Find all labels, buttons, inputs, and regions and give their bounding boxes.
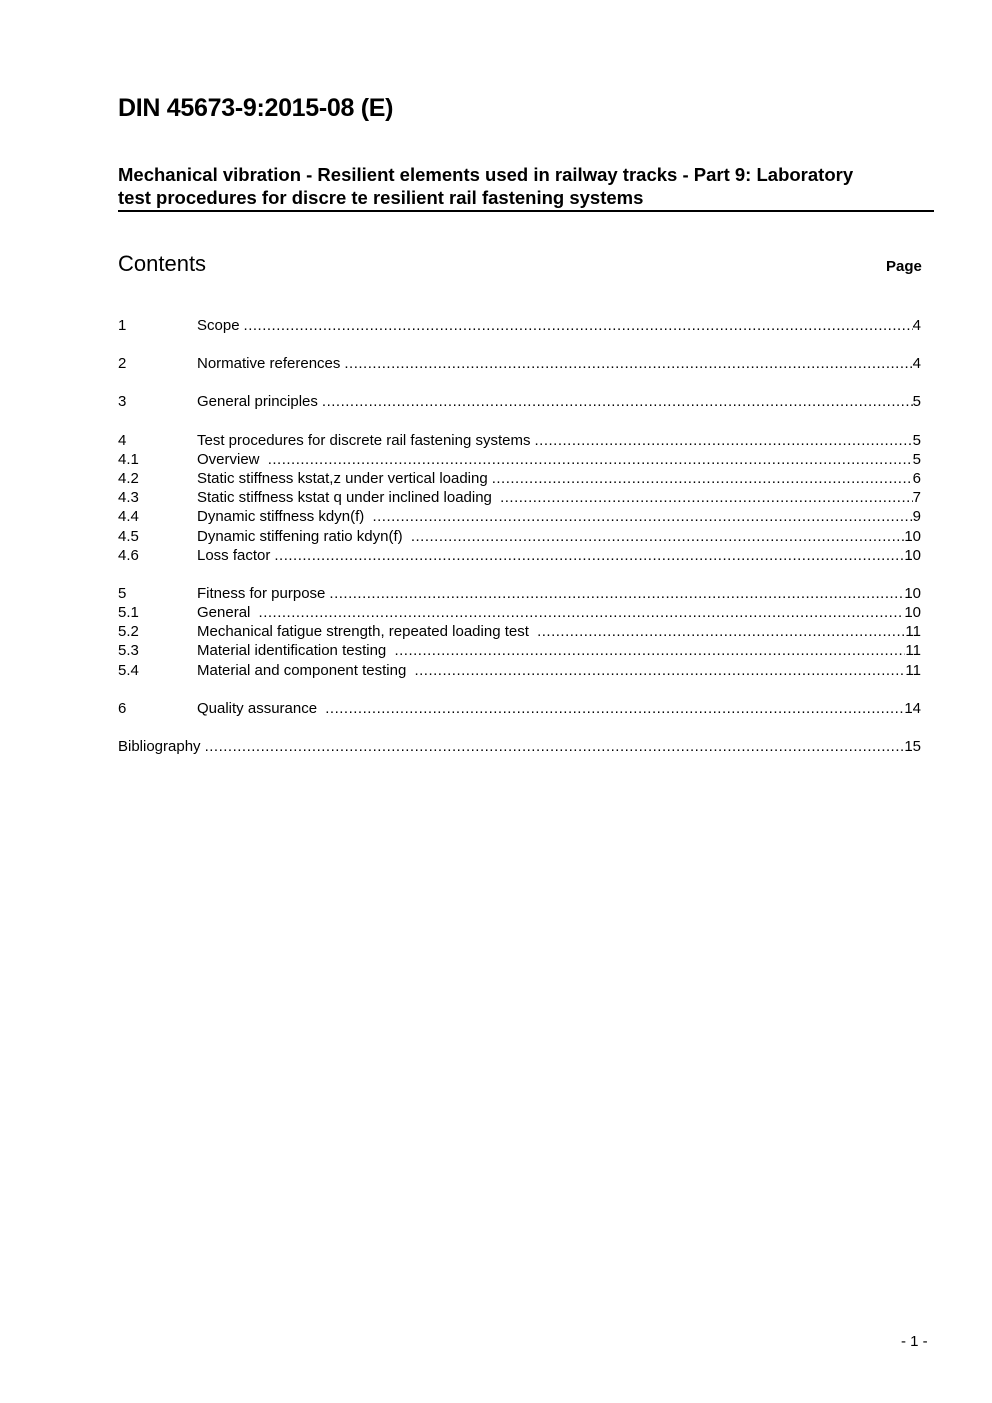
toc-entry-number: 4.2 — [118, 469, 139, 487]
toc-entry-number: 5 — [118, 584, 127, 602]
toc-entry-page: 11 — [905, 623, 921, 641]
toc-entry[interactable] — [118, 354, 921, 373]
toc-entry[interactable] — [118, 622, 921, 641]
toc-entry-title: Dynamic stiffening ratio kdyn(f) — [197, 527, 407, 545]
toc-entry-title: Mechanical fatigue strength, repeated loading test — [197, 623, 534, 641]
toc-leader-dots — [534, 431, 912, 450]
toc-entry-number: 3 — [118, 393, 127, 411]
subtitle-rule — [118, 210, 934, 212]
toc-entry[interactable] — [118, 737, 921, 756]
subtitle-line-1: Mechanical vibration - Resilient elements used in railway tracks - Part 9: Laboratory — [118, 164, 854, 185]
subtitle-line-2: test procedures for discre te resilient rail fastening systems — [118, 187, 644, 208]
toc-leader-dots — [259, 603, 905, 622]
toc-leader-dots — [537, 622, 905, 641]
toc-entry-number: 5.1 — [118, 604, 139, 622]
toc-entry-page: 10 — [904, 584, 921, 602]
toc-leader-dots — [329, 584, 904, 603]
toc-entry-number: 1 — [118, 317, 127, 334]
toc-entry-title: General principles — [197, 393, 318, 411]
toc-entry-page: 14 — [904, 699, 921, 717]
toc-entry[interactable] — [118, 603, 921, 622]
toc-entry-title: Material identification testing — [197, 642, 391, 660]
toc-entry-title: General — [197, 604, 255, 622]
toc-entry-title: Loss factor — [197, 546, 271, 564]
toc-entry-number: 5.4 — [118, 661, 139, 679]
toc-entry[interactable] — [118, 316, 921, 335]
page-number: - 1 - — [901, 1333, 928, 1350]
toc-entry-page: 9 — [912, 508, 921, 526]
toc-entry-number: 4.6 — [118, 546, 139, 564]
toc-entry[interactable] — [118, 527, 921, 546]
document-id: DIN 45673-9:2015-08 (E) — [118, 94, 394, 122]
toc-entry-title: Dynamic stiffness kdyn(f) — [197, 508, 369, 526]
toc-leader-dots — [205, 737, 905, 756]
toc-entry-title: Normative references — [197, 355, 341, 373]
toc-entry-page: 15 — [904, 738, 921, 755]
toc-leader-dots — [394, 641, 905, 660]
toc-entry-number: 5.3 — [118, 642, 139, 660]
toc-leader-dots — [274, 546, 904, 565]
toc-entry-title: Test procedures for discrete rail fastening systems — [197, 431, 531, 449]
toc-leader-dots — [244, 316, 913, 335]
toc-entry-page: 4 — [912, 317, 921, 334]
toc-entry-title: Fitness for purpose — [197, 584, 326, 602]
toc-entry[interactable] — [118, 469, 921, 488]
toc-entry-page: 10 — [904, 604, 921, 622]
toc-entry-page: 11 — [905, 661, 921, 679]
toc-entry[interactable] — [118, 584, 921, 603]
toc-leader-dots — [322, 392, 913, 411]
toc-entry-number: 4.3 — [118, 489, 139, 507]
toc-entry-title: Material and component testing — [197, 661, 411, 679]
toc-entry-number: 4 — [118, 431, 127, 449]
toc-leader-dots — [344, 354, 912, 373]
toc-entry[interactable] — [118, 699, 921, 718]
toc-leader-dots — [268, 450, 913, 469]
toc-entry-page: 10 — [904, 546, 921, 564]
contents-heading: Contents — [118, 251, 207, 276]
toc-entry-number: 4.1 — [118, 450, 139, 468]
toc-entry-page: 10 — [904, 527, 921, 545]
table-of-contents — [118, 316, 921, 756]
toc-entry-number: 2 — [118, 355, 127, 373]
toc-leader-dots — [411, 527, 905, 546]
toc-leader-dots — [325, 699, 904, 718]
toc-entry-title: Scope — [197, 317, 240, 334]
toc-entry-page: 6 — [912, 469, 921, 487]
toc-entry-page: 5 — [912, 450, 921, 468]
toc-entry-number: 4.5 — [118, 527, 139, 545]
toc-entry-number: 4.4 — [118, 508, 139, 526]
toc-entry-title: Overview — [197, 450, 264, 468]
toc-leader-dots — [500, 488, 913, 507]
toc-entry-page: 11 — [905, 642, 921, 660]
toc-entry-page: 5 — [912, 431, 921, 449]
toc-leader-dots — [414, 661, 905, 680]
toc-entry-title: Static stiffness kstat,z under vertical loading — [197, 469, 488, 487]
toc-entry-number: 6 — [118, 699, 127, 717]
page-column-label: Page — [886, 258, 922, 275]
toc-entry[interactable] — [118, 641, 921, 660]
toc-entry[interactable] — [118, 392, 921, 411]
toc-entry[interactable] — [118, 450, 921, 469]
toc-entry-page: 4 — [912, 355, 921, 373]
toc-entry-title: Quality assurance — [197, 699, 322, 717]
toc-entry-page: 7 — [912, 489, 921, 507]
toc-entry-number: 5.2 — [118, 623, 139, 641]
toc-leader-dots — [372, 507, 912, 526]
toc-entry[interactable] — [118, 488, 921, 507]
toc-entry[interactable] — [118, 661, 921, 680]
toc-entry[interactable] — [118, 431, 921, 450]
toc-entry-title: Static stiffness kstat q under inclined loading — [197, 489, 497, 507]
toc-entry-title: Bibliography — [118, 738, 201, 755]
toc-entry-page: 5 — [912, 393, 921, 411]
document-subtitle — [118, 163, 928, 209]
toc-entry[interactable] — [118, 546, 921, 565]
toc-leader-dots — [492, 469, 913, 488]
toc-entry[interactable] — [118, 507, 921, 526]
